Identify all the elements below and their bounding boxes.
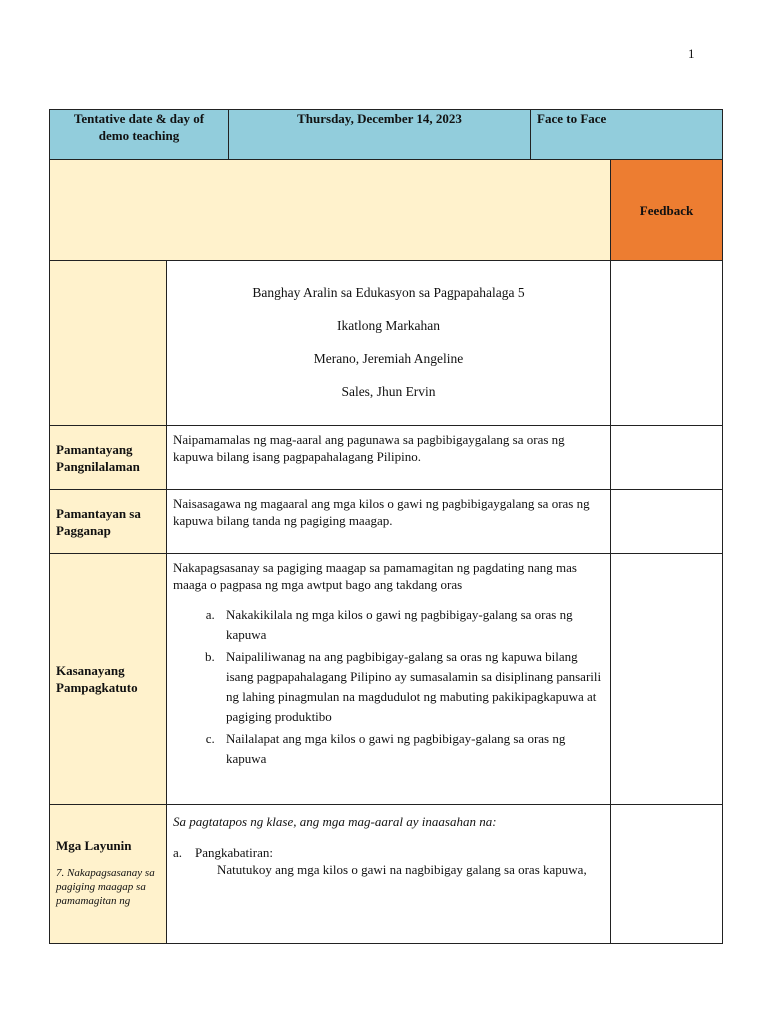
feedback-cell-title [611,261,723,426]
title-row [50,261,723,426]
kasanayan-row [50,554,723,805]
feedback-cell-layunin [611,805,723,944]
header-date-label: Tentative date & day of demo teaching [50,110,229,160]
title-block [167,261,611,426]
header-date-value: Thursday, December 14, 2023 [229,110,531,160]
feedback-band-row [50,160,723,261]
author-1: Merano, Jeremiah Angeline [313,351,464,366]
kasanayan-intro: Nakapagsasanay sa pagiging maagap sa pamamagitan ng pagdating nang mas maaga o pagpasa ng mga awtput bago ang takdang oras [173,560,577,592]
feedback-cell-kasanayan [611,554,723,805]
layunin-row [50,805,723,944]
layunin-note: 7. Nakapagsasanay sa pagiging maagap sa pamamagitan ng [56,867,155,907]
layunin-intro: Sa pagtatapos ng klase, ang mga mag-aaral ay inaasahan na: [173,814,497,829]
kasanayan-content [167,554,611,805]
author-2: Sales, Jhun Ervin [341,384,436,399]
page-number: 1 [688,46,695,61]
layunin-content [167,805,611,944]
layunin-item-text: Natutukoy ang mga kilos o gawi na nagbibigay galang sa oras kapuwa, [217,862,587,877]
layunin-item-marker: a. [173,845,183,860]
band-blank [50,160,611,261]
pagganap-text: Naisasagawa ng magaaral ang mga kilos o gawi ng pagbibigaygalang sa oras ng kapuwa bilang tanda ng pagiging maagap. [167,490,611,554]
layunin-item-title: Pangkabatiran: [195,845,273,860]
quarter-title: Ikatlong Markahan [336,318,441,333]
pangnilalaman-text: Naipamamalas ng mag-aaral ang pagunawa sa pagbibigaygalang sa oras ng kapuwa bilang isang pagpapahalagang Pilipino. [167,426,611,490]
kasanayan-list [173,605,604,769]
feedback-header: Feedback [611,160,723,261]
feedback-cell-pagganap [611,490,723,554]
pangnilalaman-row [50,426,723,490]
layunin-label-cell [50,805,167,944]
header-mode: Face to Face [531,110,723,160]
layunin-item-a [173,844,604,878]
header-row [50,110,723,160]
feedback-cell-pangnilalaman [611,426,723,490]
pagganap-label: Pamantayan sa Pagganap [50,490,167,554]
lesson-plan-table [49,109,723,944]
kasanayan-item-c: c. Nailalapat ang mga kilos o gawi ng pagbibigay-galang sa oras ng kapuwa [218,729,604,769]
kasanayan-label: Kasanayang Pampagkatuto [50,554,167,805]
layunin-label: Mga Layunin [56,838,132,853]
pagganap-row [50,490,723,554]
kasanayan-item-a: a. Nakakikilala ng mga kilos o gawi ng pagbibigay-galang sa oras ng kapuwa [218,605,604,645]
kasanayan-item-b: b. Naipaliliwanag na ang pagbibigay-galang sa oras ng kapuwa bilang isang pagpapahalagang Pilipino ay sumasalamin sa disiplinang pansarili ng lahing pinagmulan na magdudulot ng mabuting pakikipagkapuwa at pagiging produktibo [218,647,604,727]
subject-title: Banghay Aralin sa Edukasyon sa Pagpapahalaga 5 [252,285,525,300]
title-label-cell [50,261,167,426]
pangnilalaman-label: Pamantayang Pangnilalaman [50,426,167,490]
layunin-item-body [195,844,587,878]
